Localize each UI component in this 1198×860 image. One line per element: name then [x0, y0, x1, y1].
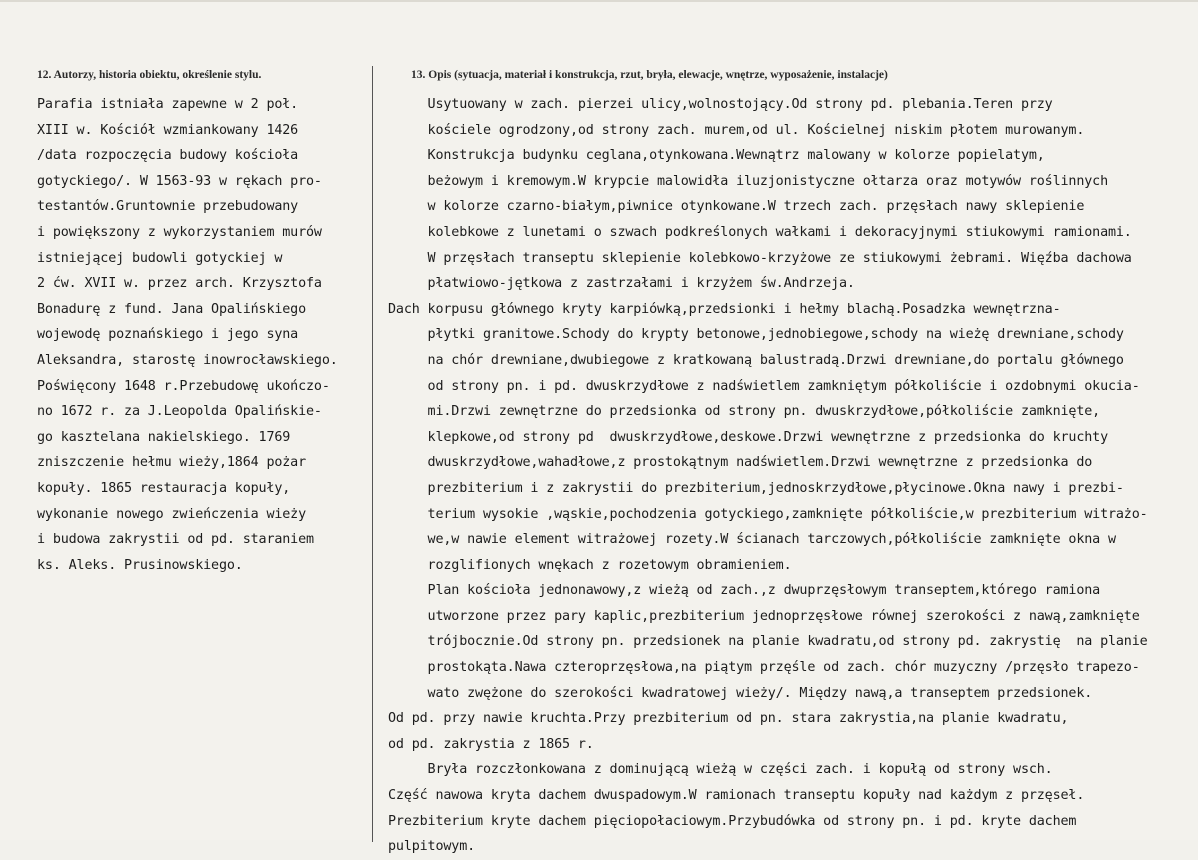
text-line: dwuskrzydłowe,wahadłowe,z prostokątnym nadświetlem.Drzwi wewnętrzne z przedsionka do — [388, 455, 1093, 471]
column-divider — [372, 66, 373, 842]
text-line: we,w nawie element witrażowej rozety.W ścianach tarczowych,półkoliście zamknięte okna w — [388, 532, 1116, 548]
text-line: istniejącej budowli gotyckiej w — [37, 250, 283, 266]
text-line: prezbiterium i z zakrystii do prezbiterium,jednoskrzydłowe,płycinowe.Okna nawy i prezbi- — [388, 480, 1124, 496]
text-line: Część nawowa kryta dachem dwuspadowym.W ramionach transeptu kopuły nad każdym z przęseł. — [388, 788, 1085, 804]
text-line: XIII w. Kościół wzmiankowany 1426 — [37, 122, 299, 138]
text-line: zniszczenie hełmu wieży,1864 pożar — [37, 455, 307, 471]
text-line: gotyckiego/. W 1563-93 w rękach pro- — [37, 173, 322, 189]
text-line: od strony pn. i pd. dwuskrzydłowe z nadświetlem zamkniętym półkoliście i ozdobnymi okucia- — [388, 378, 1140, 394]
text-line: wato zwężone do szerokości kwadratowej wieży/. Między nawą,a transeptem przedsionek. — [388, 685, 1093, 701]
text-line: Poświęcony 1648 r.Przebudowę ukończo- — [37, 378, 330, 394]
text-line: na chór drewniane,dwubiegowe z kratkowaną balustradą.Drzwi drewniane,do portalu głównego — [388, 352, 1124, 368]
text-line: utworzone przez pary kaplic,prezbiterium jednoprzęsłowe równej szerokości z nawą,zamknięte — [388, 608, 1140, 624]
text-line: Konstrukcja budynku ceglana,otynkowana.Wewnątrz malowany w kolorze popielatym, — [388, 148, 1045, 164]
text-line: W przęsłach transeptu sklepienie kolebkowo-krzyżowe ze stiukowymi żebrami. Więźba dachowa — [388, 250, 1132, 266]
text-line: klepkowe,od strony pd dwuskrzydłowe,deskowe.Drzwi wewnętrzne z przedsionka do kruchty — [388, 429, 1108, 445]
text-line: mi.Drzwi zewnętrzne do przedsionka od strony pn. dwuskrzydłowe,półkoliście zamknięte, — [388, 404, 1101, 420]
section-12-heading: 12. Autorzy, historia obiektu, określenie stylu. — [37, 69, 262, 81]
text-line: /data rozpoczęcia budowy kościoła — [37, 148, 299, 164]
history-text — [37, 92, 338, 578]
text-line: pulpitowym. — [388, 839, 476, 855]
text-line: Bryła rozczłonkowana z dominującą wieżą w części zach. i kopułą od strony wsch. — [388, 762, 1053, 778]
text-line: Dach korpusu głównego kryty karpiówką,przedsionki i hełmy blachą.Posadzka wewnętrzna- — [388, 301, 1061, 317]
section-13-heading: 13. Opis (sytuacja, materiał i konstrukcja, rzut, bryła, elewacje, wnętrze, wyposażenie, instalacje) — [411, 69, 888, 81]
description-text — [388, 92, 1148, 860]
text-line: kopuły. 1865 restauracja kopuły, — [37, 480, 291, 496]
text-line: kościele ogrodzony,od strony zach. murem,od ul. Kościelnej niskim płotem murowanym. — [388, 122, 1085, 138]
text-line: Parafia istniała zapewne w 2 poł. — [37, 97, 299, 112]
text-line: płytki granitowe.Schody do krypty betonowe,jednobiegowe,schody na wieżę drewniane,schody — [388, 327, 1124, 343]
text-line: trójbocznie.Od strony pn. przedsionek na planie kwadratu,od strony pd. zakrystię na planie — [388, 634, 1148, 650]
text-line: no 1672 r. za J.Leopolda Opalińskie- — [37, 404, 322, 420]
text-line: Prezbiterium kryte dachem pięciopołaciowym.Przybudówka od strony pn. i pd. kryte dachem — [388, 813, 1077, 829]
text-line: od pd. zakrystia z 1865 r. — [388, 736, 594, 752]
text-line: ks. Aleks. Prusinowskiego. — [37, 557, 243, 573]
text-line: kolebkowe z lunetami o szwach podkreślonych wałkami i dekoracyjnymi stiukowymi ramionami. — [388, 224, 1132, 240]
text-line: prostokąta.Nawa czteroprzęsłowa,na piątym przęśle od zach. chór muzyczny /przęsło trapezo- — [388, 660, 1140, 676]
text-line: beżowym i kremowym.W krypcie malowidła iluzjonistyczne ołtarza oraz motywów roślinnych — [388, 173, 1108, 189]
text-line: go kasztelana nakielskiego. 1769 — [37, 429, 291, 445]
text-line: terium wysokie ,wąskie,pochodzenia gotyckiego,zamknięte półkoliście,w prezbiterium witrażo- — [388, 506, 1148, 522]
text-line: Bonadurę z fund. Jana Opalińskiego — [37, 301, 307, 317]
text-line: płatwiowo-jętkowa z zastrzałami i krzyżem św.Andrzeja. — [388, 276, 855, 292]
text-line: w kolorze czarno-białym,piwnice otynkowane.W trzech zach. przęsłach nawy sklepienie — [388, 199, 1085, 215]
text-line: Od pd. przy nawie kruchta.Przy prezbiterium od pn. stara zakrystia,na planie kwadratu, — [388, 711, 1069, 727]
text-line: Usytuowany w zach. pierzei ulicy,wolnostojący.Od strony pd. plebania.Teren przy — [388, 97, 1053, 112]
text-line: Plan kościoła jednonawowy,z wieżą od zach.,z dwuprzęsłowym transeptem,którego ramiona — [388, 583, 1101, 599]
text-line: Aleksandra, starostę inowrocławskiego. — [37, 352, 338, 368]
text-line: i powiększony z wykorzystaniem murów — [37, 224, 322, 240]
text-line: 2 ćw. XVII w. przez arch. Krzysztofa — [37, 276, 322, 292]
text-line: wojewodę poznańskiego i jego syna — [37, 327, 299, 343]
text-line: wykonanie nowego zwieńczenia wieży — [37, 506, 307, 522]
text-line: i budowa zakrystii od pd. staraniem — [37, 532, 314, 548]
text-line: rozglifionych wnękach z rozetowym obramieniem. — [388, 557, 792, 573]
text-line: testantów.Gruntownie przebudowany — [37, 199, 299, 215]
